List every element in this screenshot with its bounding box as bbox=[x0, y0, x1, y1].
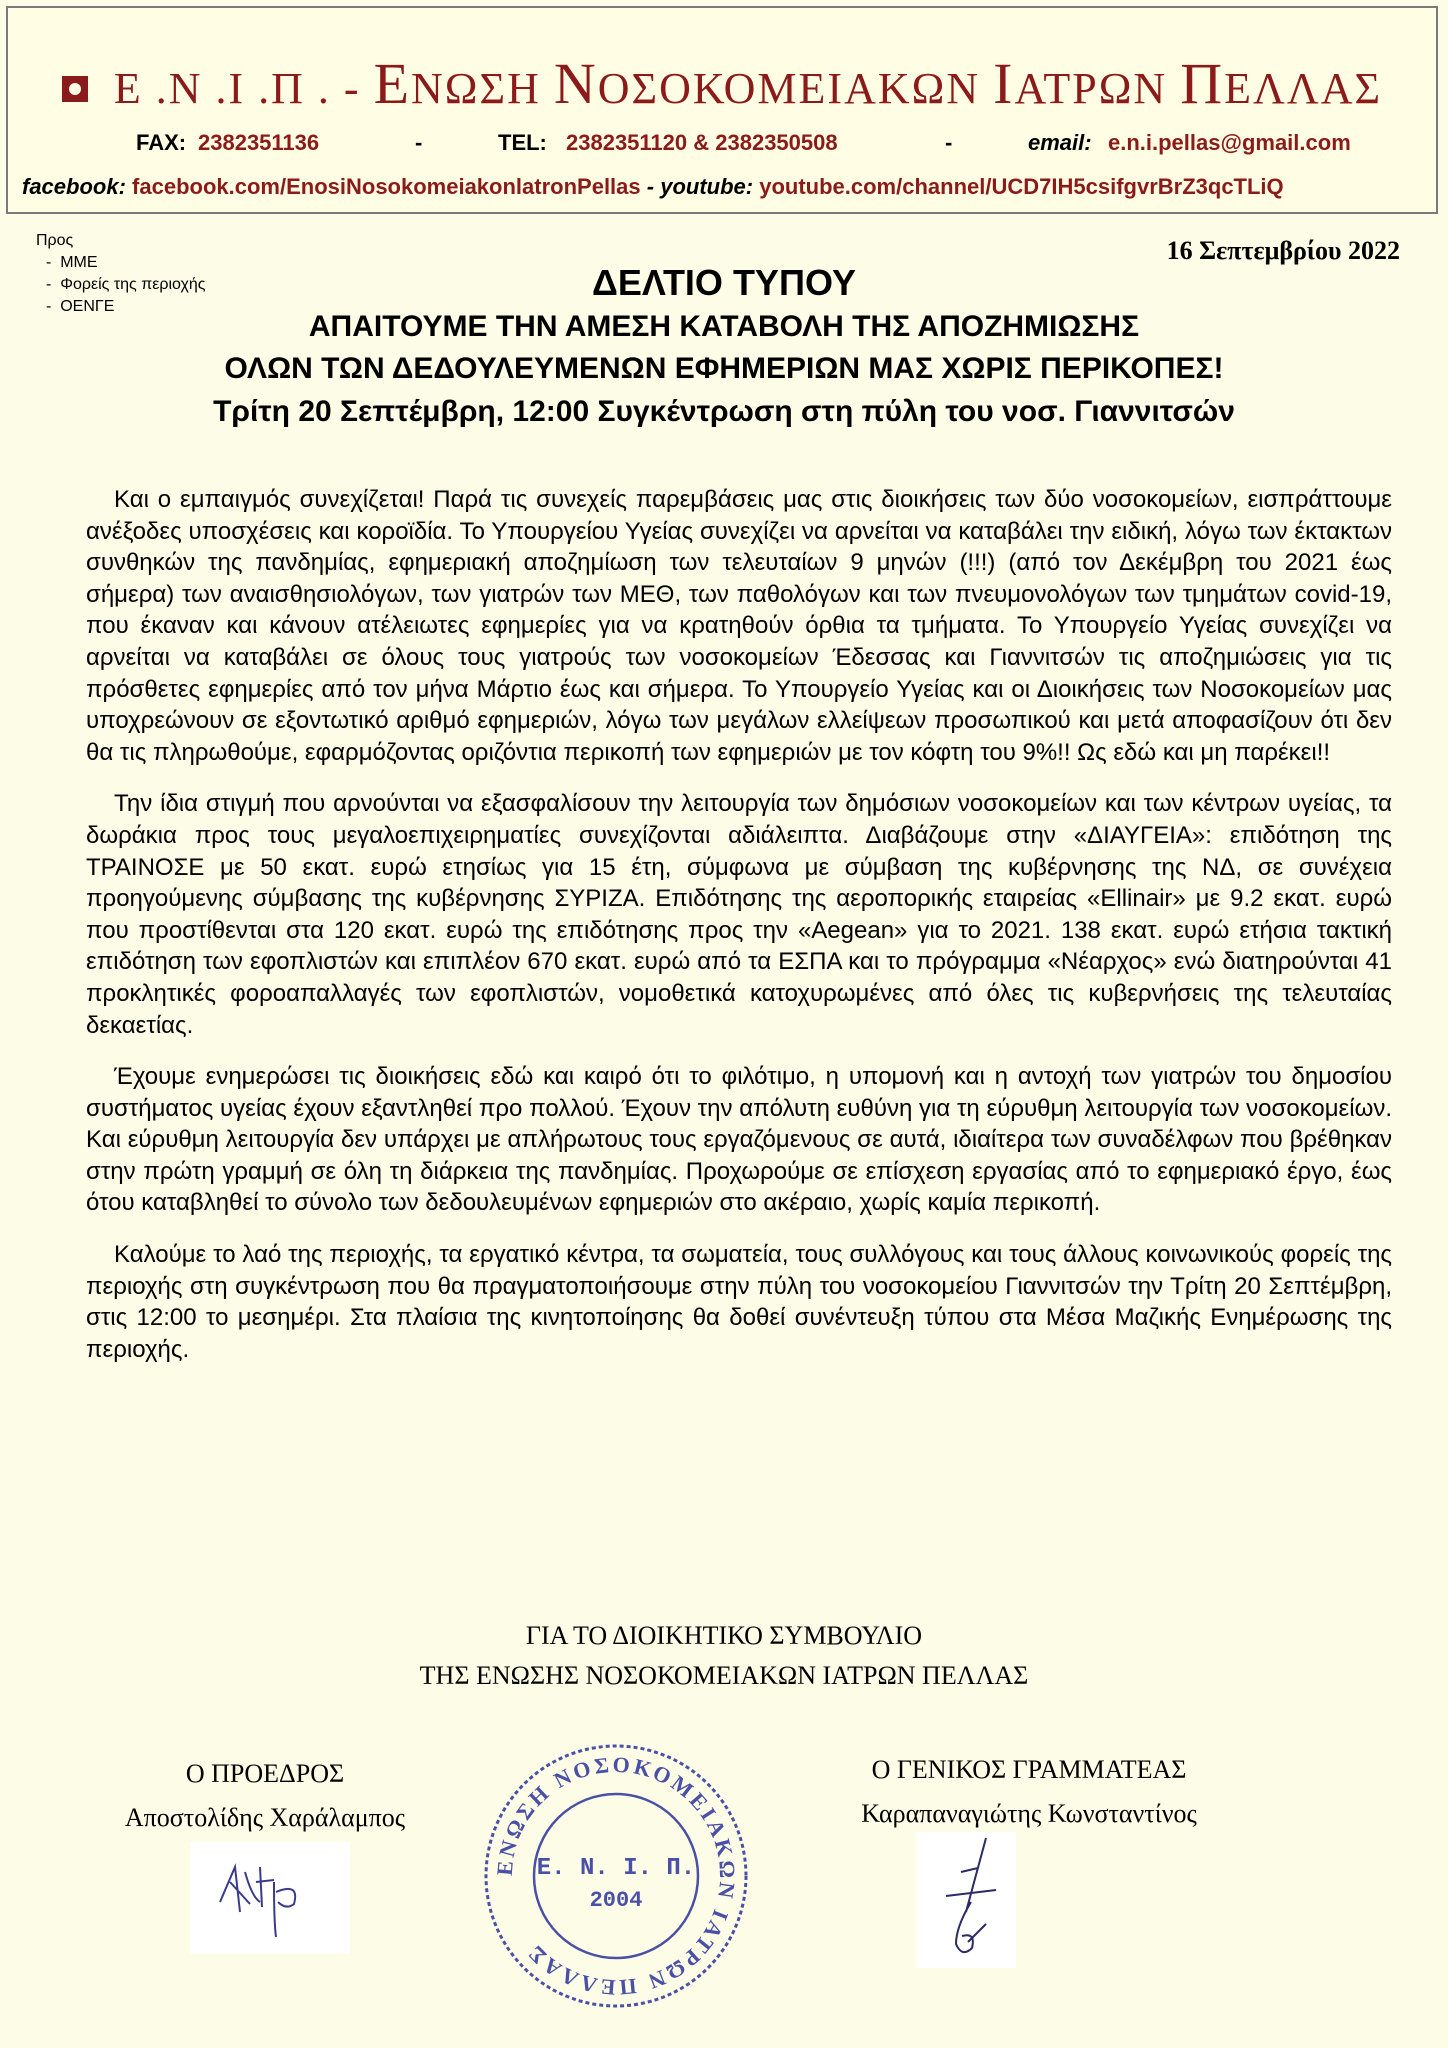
board-signature-heading bbox=[0, 1616, 1448, 1696]
handwritten-signature-icon bbox=[916, 1832, 1016, 1968]
email-label: email: bbox=[1028, 130, 1092, 155]
body-paragraph: Και ο εμπαιγμός συνεχίζεται! Παρά τις συνεχείς παρεμβάσεις μας στις διοικήσεις των δύο νοσοκομείων, εισπράττουμε ανέξοδες υποσχέσεις και κοροϊδία. Το Υπουργείου Υγείας συνεχίζει να αρνείται να καταβάλει την ειδική, λόγω των έκτακτων συνθηκών της πανδημίας, εφημεριακή αποζημίωση των τελευταίων 9 μηνών (!!!) (από τον Δεκέμβρη του 2021 έως σήμερα) των αναισθησιολόγων, των γιατρών των ΜΕΘ, των παθολόγων και των πνευμονολόγων των τμημάτων covid-19, που έκαναν και κάνουν ατέλειωτες εφημερίες για να κρατηθούν όρθια τα τμήματα. Το Υπουργείο Υγείας συνεχίζει να αρνείται να καταβάλει σε όλους τους γιατρούς των νοσοκομείων Έδεσσας και Γιαννιτσών τις αποζημιώσεις για τις πρόσθετες εφημερίες από τον μήνα Μάρτιο έως και σήμερα. Το Υπουργείο Υγείας και οι Διοικήσεις των Νοσοκομείων μας υποχρεώνουν σε εξοντωτικό αριθμό εφημεριών, λόγω των μεγάλων ελλείψεων προσωπικού και μετά αποφασίζουν ότι δεν θα τις πληρωθούμε, εφαρμόζοντας οριζόντια περικοπή των εφημεριών με τον κόφτη του 9%!! Ως εδώ και μη παρέκει!! bbox=[86, 486, 1392, 766]
document-date: 16 Σεπτεμβρίου 2022 bbox=[1166, 236, 1400, 265]
signature-line: ΤΗΣ ΕΝΩΣΗΣ ΝΟΣΟΚΟΜΕΙΑΚΩΝ ΙΑΤΡΩΝ ΠΕΛΛΑΣ bbox=[419, 1661, 1029, 1690]
recipient-item: - ΜΜΕ bbox=[46, 252, 206, 274]
organization-title bbox=[8, 50, 1436, 117]
president-name: Αποστολίδης Χαράλαμπος bbox=[124, 1803, 406, 1832]
recipient-item: - ΟΕΝΓΕ bbox=[46, 296, 206, 318]
headline-line: ΑΠΑΙΤΟΥΜΕ ΤΗΝ ΑΜΕΣΗ ΚΑΤΑΒΟΛΗ ΤΗΣ ΑΠΟΖΗΜΙΩΣΗΣ bbox=[308, 310, 1140, 343]
email-link[interactable]: e.n.i.pellas@gmail.com bbox=[1108, 130, 1351, 155]
stamp-seal-icon bbox=[476, 1736, 756, 2016]
headline-line: ΟΛΩΝ ΤΩΝ ΔΕΔΟΥΛΕΥΜΕΝΩΝ ΕΦΗΜΕΡΙΩΝ ΜΑΣ ΧΩΡΙΣ ΠΕΡΙΚΟΠΕΣ! bbox=[224, 352, 1224, 385]
recipients-label: Προς bbox=[36, 232, 74, 249]
stamp-year: 2004 bbox=[589, 1888, 643, 1913]
stamp-center-text: Ε. Ν. Ι. Π. bbox=[536, 1855, 696, 1882]
signature-line: ΓΙΑ ΤΟ ΔΙΟΙΚΗΤΙΚΟ ΣΥΜΒΟΥΛΙΟ bbox=[525, 1621, 923, 1650]
fax-value: 2382351136 bbox=[198, 130, 320, 155]
title-word: ΟΣΟΚΟΜΕΙΑΚΩΝ bbox=[597, 64, 994, 113]
title-word: ΕΛΛΑΣ bbox=[1224, 64, 1383, 113]
recipient-item: - Φορείς της περιοχής bbox=[46, 274, 206, 296]
secretary-block bbox=[814, 1748, 1244, 1836]
youtube-label: - youtube: bbox=[646, 174, 754, 199]
letterhead bbox=[6, 6, 1438, 214]
title-word: ΝΩΣΗ bbox=[411, 64, 554, 113]
president-signature bbox=[190, 1842, 350, 1954]
body-paragraph: Έχουμε ενημερώσει τις διοικήσεις εδώ και καιρό ότι το φιλότιμο, η υπομονή και η αντοχή των γιατρών του δημοσίου συστήματος υγείας έχουν εξαντληθεί προ πολλού. Έχουν την απόλυτη ευθύνη για τη εύρυθμη λειτουργία των νοσοκομείων. Και εύρυθμη λειτουργία δεν υπάρχει με απλήρωτους τους εργαζόμενους σε αυτά, ιδιαίτερα των συναδέλφων που βρέθηκαν στην πρώτη γραμμή σε όλη τη διάρκεια της πανδημίας. Προχωρούμε σε επίσχεση εργασίας από το εφημεριακό έργο, έως ότου καταβληθεί το σύνολο των δεδουλευμένων εφημεριών στο ακέραιο, χωρίς καμία περικοπή. bbox=[86, 1063, 1392, 1217]
fax-label: FAX: bbox=[136, 130, 187, 155]
title-cap: Π bbox=[1180, 51, 1225, 116]
title-word: ΑΤΡΩΝ bbox=[1014, 64, 1181, 113]
title-cap: Ι bbox=[993, 51, 1015, 116]
separator: - bbox=[945, 130, 953, 155]
title-cap: Ε bbox=[373, 51, 411, 116]
press-release-title: ΔΕΛΤΙΟ ΤΥΠΟΥ bbox=[592, 262, 856, 303]
secretary-title: Ο ΓΕΝΙΚΟΣ ΓΡΑΜΜΑΤΕΑΣ bbox=[871, 1755, 1187, 1784]
president-title: Ο ΠΡΟΕΔΡΟΣ bbox=[185, 1759, 345, 1788]
facebook-link[interactable]: facebook.com/EnosiNosokomeiakonlatronPellas bbox=[132, 174, 641, 199]
title-cap: Ν bbox=[553, 51, 598, 116]
square-bullet-icon bbox=[62, 76, 88, 102]
president-block bbox=[90, 1752, 440, 1840]
body-paragraph: Καλούμε το λαό της περιοχής, τα εργατικό κέντρα, τα σωματεία, τους συλλόγους και τους άλλους κοινωνικούς φορείς της περιοχής στη συγκέντρωση που θα πραγματοποιήσουμε στην πύλη του νοσοκομείου Γιαννιτσών την Τρίτη 20 Σεπτέμβρη, στις 12:00 το μεσημέρι. Στα πλαίσια της κινητοποίησης θα δοθεί συνέντευξη τύπου στα Μέσα Μαζικής Ενημέρωσης της περιοχής. bbox=[86, 1241, 1392, 1363]
stamp-ring-text: ΕΝΩΣΗ ΝΟΣΟΚΟΜΕΙΑΚΩΝ ΙΑΤΡΩΝ ΠΕΛΛΑΣ bbox=[491, 1751, 741, 2001]
headline-block bbox=[0, 260, 1448, 434]
secretary-name: Καραπαναγιώτης Κωνσταντίνος bbox=[861, 1799, 1197, 1828]
secretary-signature bbox=[916, 1832, 1016, 1968]
body-paragraph: Την ίδια στιγμή που αρνούνται να εξασφαλίσουν την λειτουργία των δημόσιων νοσοκομείων και των κέντρων υγείας, τα δωράκια προς τους μεγαλοεπιχειρηματίες συνεχίζονται αδιάλειπτα. Διαβάζουμε στην «ΔΙΑΥΓΕΙΑ»: επιδότηση της ΤΡΑΙΝΟΣΕ με 50 εκατ. ευρώ ετησίως για 15 έτη, σύμφωνα με σύμβαση της κυβέρνησης της ΝΔ, σε συνέχεια προηγούμενης σύμβασης της κυβέρνησης ΣΥΡΙΖΑ. Επιδότησης της αεροπορικής εταιρείας «Ellinair» με 9.2 εκατ. ευρώ που προστίθενται στα 120 εκατ. ευρώ της επιδότησης προς την «Aegean» για το 2021. 138 εκατ. ευρώ ετήσια τακτική επιδότηση των εφοπλιστών και επιπλέον 670 εκατ. ευρώ από τα ΕΣΠΑ και το πρόγραμμα «Νέαρχος» ενώ διατηρούνται 41 προκλητικές φοροαπαλλαγές των εφοπλιστών, νομοθετικά κατοχυρωμένες από όλες τις κυβερνήσεις της τελευταίας δεκαετίας. bbox=[86, 790, 1392, 1039]
body-text bbox=[86, 484, 1392, 1385]
title-prefix: Ε .Ν .Ι .Π . - bbox=[113, 64, 374, 113]
union-stamp bbox=[476, 1736, 756, 2016]
facebook-label: facebook: bbox=[22, 174, 126, 199]
social-line bbox=[22, 174, 1284, 200]
separator: - bbox=[415, 130, 423, 155]
tel-label: TEL: bbox=[498, 130, 547, 155]
headline-line: Τρίτη 20 Σεπτέμβρη, 12:00 Συγκέντρωση στη πύλη του νοσ. Γιαννιτσών bbox=[213, 395, 1235, 428]
tel-value: 2382351120 & 2382350508 bbox=[566, 130, 838, 155]
handwritten-signature-icon bbox=[190, 1842, 350, 1954]
youtube-link[interactable]: youtube.com/channel/UCD7IH5csifgvrBrZ3qcTLiQ bbox=[759, 174, 1284, 199]
